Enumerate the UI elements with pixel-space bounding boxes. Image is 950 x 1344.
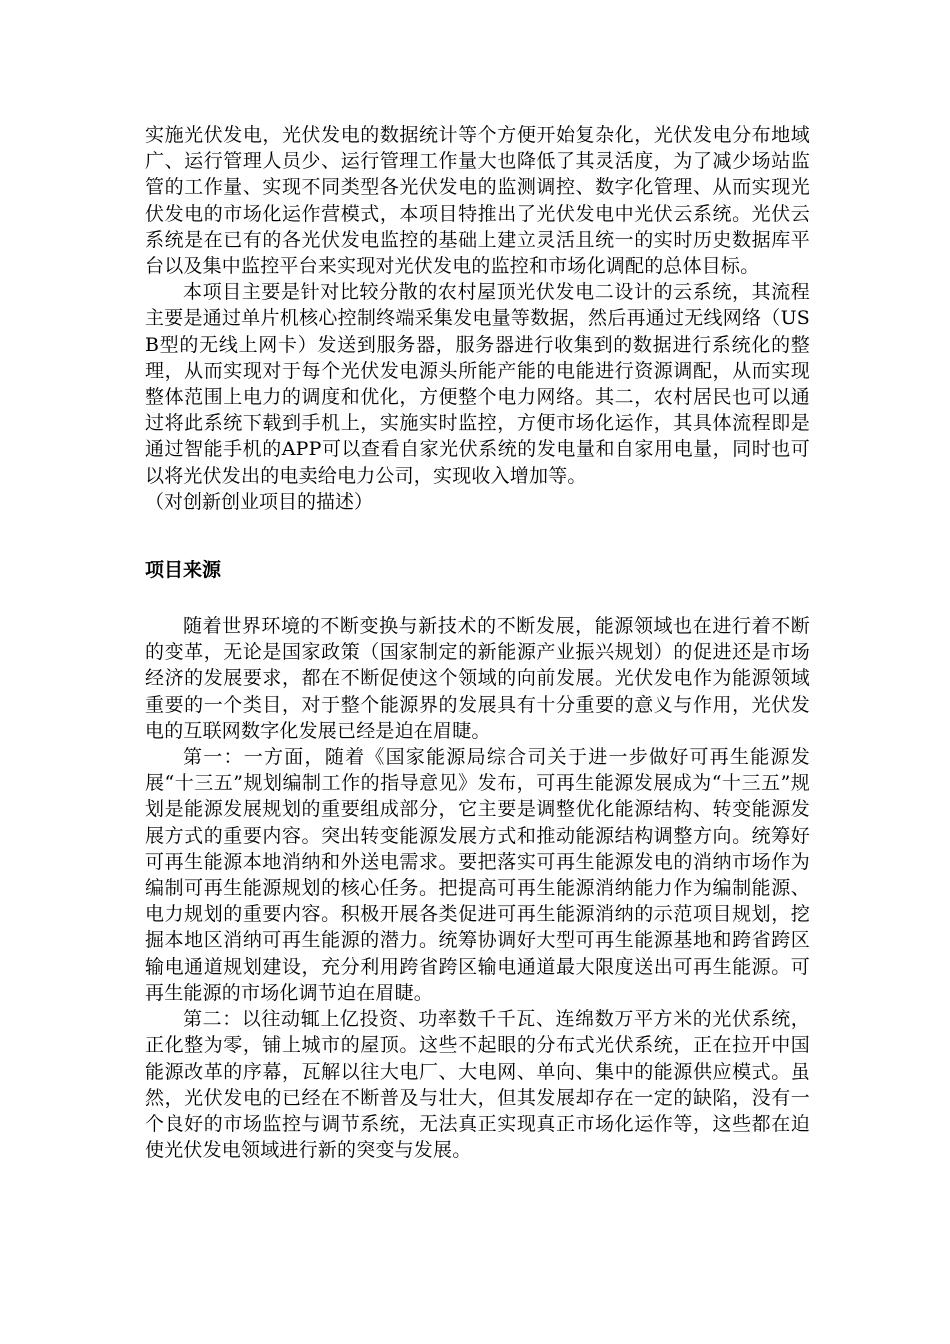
body-paragraph-4: 第一：一方面，随着《国家能源局综合司关于进一步做好可再生能源发展“十三五”规划编制工作的指导意见》发布，可再生能源发展成为“十三五”规划是能源发展规划的重要组成部分，它主要是调整优化能源结构、转变能源发展方式的重要内容。突出转变能源发展方式和推动能源结构调整方向。统筹好可再生能源本地消纳和外送电需求。要把落实可再生能源发电的消纳市场作为编制可再生能源规划的核心任务。把提高可再生能源消纳能力作为编制能源、电力规划的重要内容。积极开展各类促进可再生能源消纳的示范项目规划，挖掘本地区消纳可再生能源的潜力。统筹协调好大型可再生能源基地和跨省跨区输电通道规划建设，充分利用跨省跨区输电通道最大限度送出可再生能源。可再生能源的市场化调节迫在眉睫。	[145, 746, 810, 1004]
description-note: （对创新创业项目的描述）	[145, 490, 374, 513]
body-paragraph-1: 实施光伏发电，光伏发电的数据统计等个方便开始复杂化，光伏发电分布地域广、运行管理人员少、运行管理工作量大也降低了其灵活度，为了减少场站监管的工作量、实现不同类型各光伏发电的监测调控、数字化管理、从而实现光伏发电的市场化运作营模式，本项目特推出了光伏发电中光伏云系统。光伏云系统是在已有的各光伏发电监控的基础上建立灵活且统一的实时历史数据库平台以及集中监控平台来实现对光伏发电的监控和市场化调配的总体目标。	[145, 124, 810, 278]
body-paragraph-2: 本项目主要是针对比较分散的农村屋顶光伏发电二设计的云系统，其流程主要是通过单片机核心控制终端采集发电量等数据，然后再通过无线网络（USB型的无线上网卡）发送到服务器，服务器进行收集到的数据进行系统化的整理，从而实现对于每个光伏发电源头所能产能的电能进行资源调配，从而实现整体范围上电力的调度和优化，方便整个电力网络。其二，农村居民也可以通过将此系统下载到手机上，实施实时监控，方便市场化运作，其具体流程即是通过智能手机的APP可以查看自家光伏系统的发电量和自家用电量，同时也可以将光伏发出的电卖给电力公司，实现收入增加等。	[145, 281, 810, 487]
body-paragraph-5: 第二：以往动辄上亿投资、功率数千千瓦、连绵数万平方米的光伏系统，正化整为零，铺上城市的屋顶。这些不起眼的分布式光伏系统，正在拉开中国能源改革的序幕，瓦解以往大电厂、大电网、单向、集中的能源供应模式。虽然，光伏发电的已经在不断普及与壮大，但其发展却存在一定的缺陷，没有一个良好的市场监控与调节系统，无法真正实现真正市场化运作等，这些都在迫使光伏发电领域进行新的突变与发展。	[145, 1008, 810, 1162]
document-page	[145, 122, 810, 1163]
body-paragraph-3: 随着世界环境的不断变换与新技术的不断发展，能源领域也在进行着不断的变革，无论是国家政策（国家制定的新能源产业振兴规划）的促进还是市场经济的发展要求，都在不断促使这个领域的向前发展。光伏发电作为能源领域重要的一个类目，对于整个能源界的发展具有十分重要的意义与作用，光伏发电的互联网数字化发展已经是迫在眉睫。	[145, 615, 810, 742]
section-heading-project-source: 项目来源	[145, 559, 222, 582]
